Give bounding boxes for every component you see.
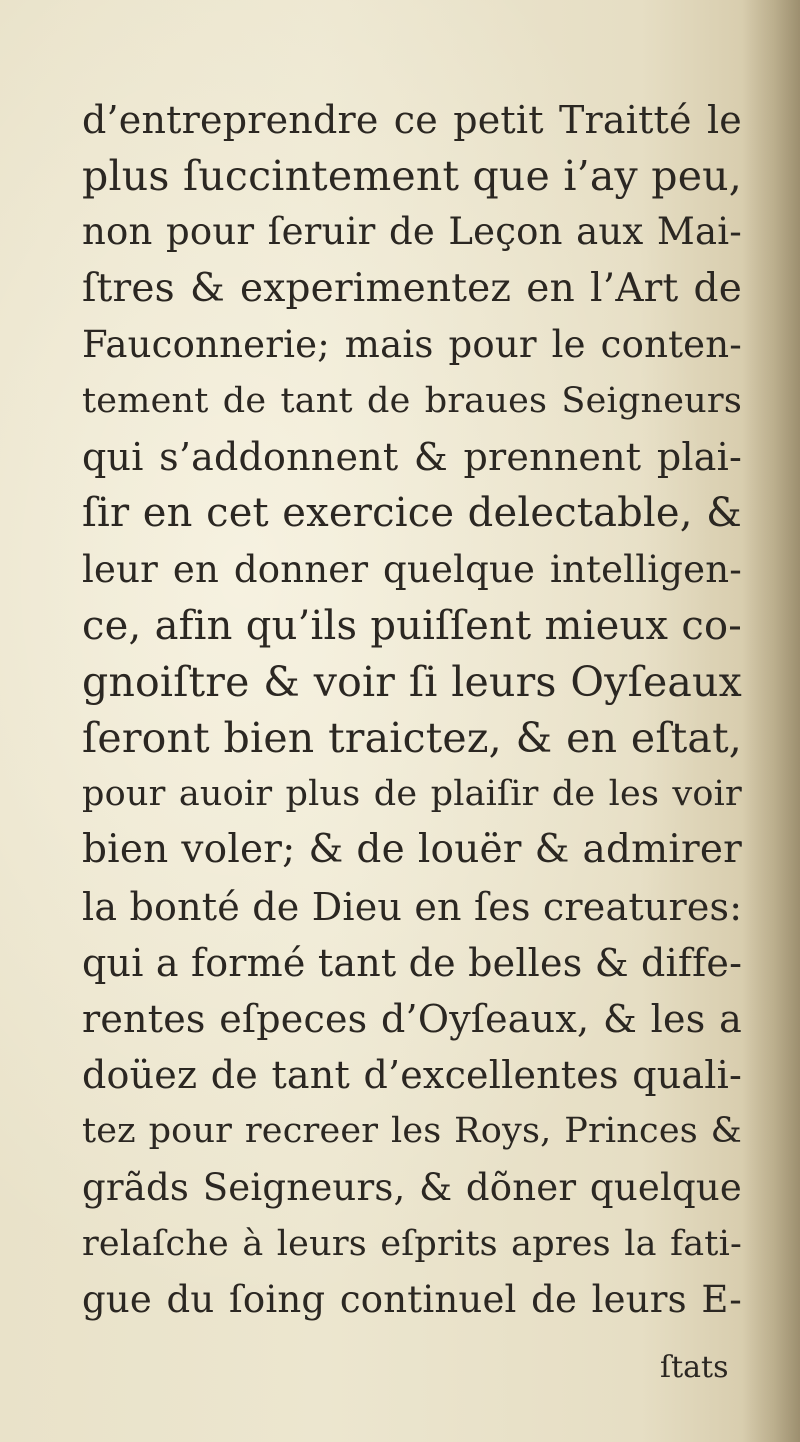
text-line: leur en donner quelque intelligen- bbox=[82, 547, 742, 591]
text-line: qui s’addonnent & prennent plai- bbox=[82, 435, 742, 480]
text-line: non pour ſeruir de Leçon aux Mai- bbox=[82, 210, 742, 254]
text-line: la bonté de Dieu en ſes creatures: bbox=[82, 884, 743, 929]
page-gutter-shadow bbox=[742, 0, 800, 1442]
text-line: gue du ſoing continuel de leurs E- bbox=[82, 1277, 742, 1321]
text-line: bien voler; & de louër & admirer bbox=[82, 827, 742, 873]
text-line: rentes eſpeces d’Oyſeaux, & les a bbox=[82, 997, 742, 1041]
text-line: tement de tant de braues Seigneurs bbox=[82, 380, 742, 421]
text-line: Fauconnerie; mais pour le conten- bbox=[82, 322, 742, 366]
catchword: ſtats bbox=[660, 1350, 729, 1385]
body-text bbox=[82, 92, 742, 1328]
text-line: qui a formé tant de belles & diffe- bbox=[82, 940, 743, 985]
text-line: ſir en cet exercice delectable, & bbox=[82, 490, 742, 537]
text-line: ſtres & experimentez en l’Art de bbox=[82, 265, 742, 311]
text-line: d’entreprendre ce petit Traitté le bbox=[82, 98, 742, 142]
text-line: doüez de tant d’excellentes quali- bbox=[82, 1053, 742, 1098]
text-line: relaſche à leurs eſprits apres la fati- bbox=[82, 1223, 742, 1264]
text-line: ce, afin qu’ils puiſſent mieux co- bbox=[82, 602, 742, 649]
text-line: grãds Seigneurs, & dõner quelque bbox=[82, 1165, 742, 1209]
text-line: ſeront bien traictez, & en eſtat, bbox=[82, 714, 742, 763]
text-line: tez pour recreer les Roys, Princes & bbox=[82, 1111, 742, 1152]
text-line: pour auoir plus de plaiſir de les voir bbox=[82, 774, 742, 815]
text-line: gnoiſtre & voir ſi leurs Oyſeaux bbox=[82, 657, 742, 706]
text-line: plus ſuccintement que i’ay peu, bbox=[82, 152, 742, 201]
